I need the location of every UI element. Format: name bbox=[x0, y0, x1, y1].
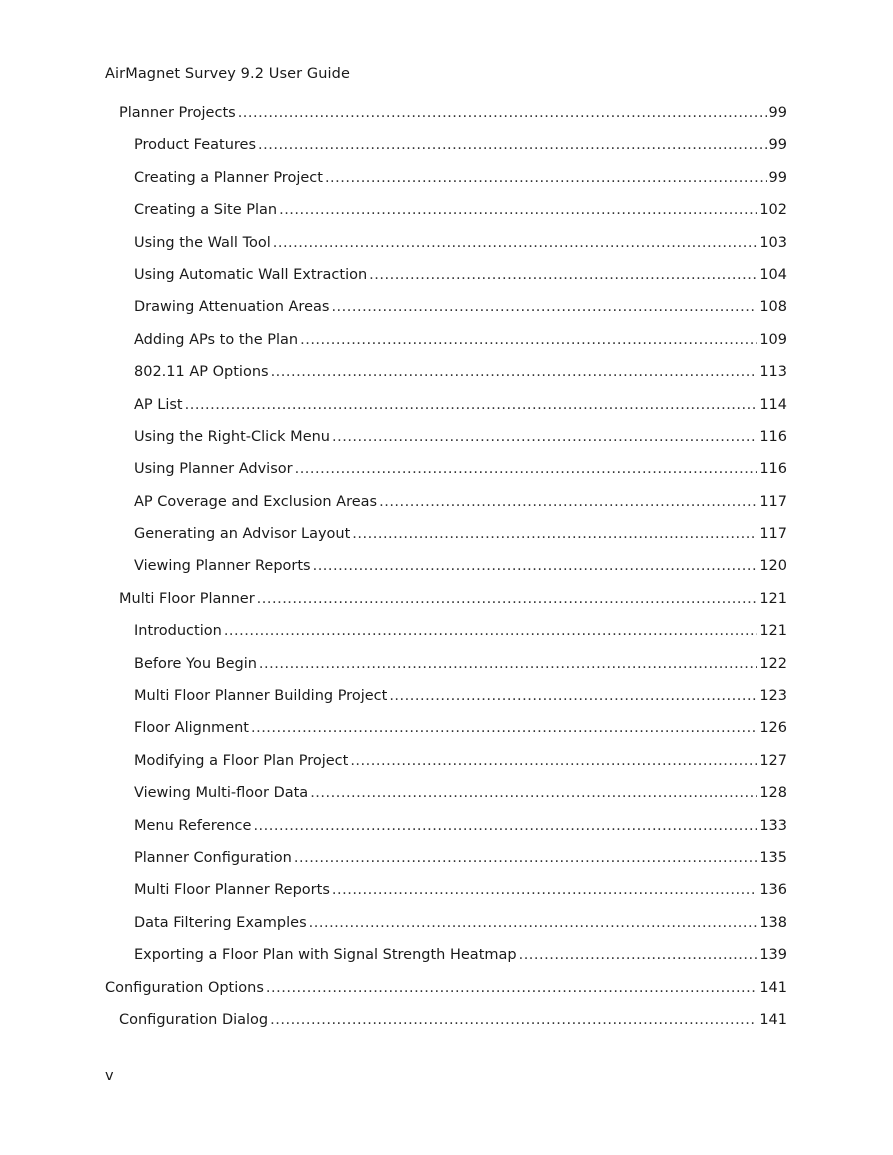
toc-entry-page: 122 bbox=[759, 655, 787, 672]
toc-entry-page: 103 bbox=[759, 234, 787, 251]
toc-entry[interactable] bbox=[105, 194, 787, 226]
toc-entry-title: Using the Right-Click Menu bbox=[134, 428, 330, 445]
toc-dot-leader bbox=[257, 583, 758, 615]
toc-entry[interactable] bbox=[105, 421, 787, 453]
toc-entry-title: Viewing Multi-floor Data bbox=[134, 785, 309, 802]
toc-entry-page: 121 bbox=[759, 623, 787, 640]
toc-entry[interactable] bbox=[105, 129, 787, 161]
toc-entry[interactable] bbox=[105, 227, 787, 259]
toc-entry-title: Creating a Site Plan bbox=[134, 202, 278, 219]
toc-entry-page: 128 bbox=[759, 785, 787, 802]
toc-dot-leader bbox=[313, 550, 758, 582]
toc-dot-leader bbox=[224, 615, 758, 647]
toc-entry-page: 141 bbox=[759, 1011, 787, 1028]
toc-entry-title: Configuration Dialog bbox=[119, 1011, 269, 1028]
toc-entry-title: Generating an Advisor Layout bbox=[134, 526, 351, 543]
toc-entry-page: 117 bbox=[759, 526, 787, 543]
toc-entry-page: 116 bbox=[759, 428, 787, 445]
toc-entry[interactable] bbox=[105, 745, 787, 777]
toc-entry-title: Configuration Options bbox=[105, 979, 264, 996]
toc-entry-title: Using Planner Advisor bbox=[134, 461, 293, 478]
toc-entry[interactable] bbox=[105, 777, 787, 809]
toc-entry-title: Modifying a Floor Plan Project bbox=[134, 752, 349, 769]
toc-entry-page: 102 bbox=[759, 202, 787, 219]
toc-entry-title: Exporting a Floor Plan with Signal Strength Heatmap bbox=[134, 947, 517, 964]
toc-dot-leader bbox=[253, 810, 757, 842]
toc-entry-page: 135 bbox=[759, 849, 787, 866]
toc-entry[interactable] bbox=[105, 615, 787, 647]
toc-entry-page: 99 bbox=[768, 169, 787, 186]
toc-entry-page: 138 bbox=[759, 914, 787, 931]
toc-entry-page: 141 bbox=[759, 979, 787, 996]
toc-entry-title: Before You Begin bbox=[134, 655, 257, 672]
toc-entry-page: 117 bbox=[759, 493, 787, 510]
toc-entry-title: Using the Wall Tool bbox=[134, 234, 271, 251]
toc-entry-title: Product Features bbox=[134, 137, 257, 154]
toc-entry[interactable] bbox=[105, 583, 787, 615]
toc-dot-leader bbox=[310, 777, 757, 809]
toc-entry-page: 104 bbox=[759, 266, 787, 283]
toc-dot-leader bbox=[350, 745, 757, 777]
toc-entry-title: Menu Reference bbox=[134, 817, 252, 834]
toc-dot-leader bbox=[279, 194, 757, 226]
toc-dot-leader bbox=[266, 972, 757, 1004]
toc-entry-title: Drawing Attenuation Areas bbox=[134, 299, 330, 316]
toc-entry-page: 114 bbox=[759, 396, 787, 413]
toc-entry[interactable] bbox=[105, 939, 787, 971]
running-header: AirMagnet Survey 9.2 User Guide bbox=[105, 66, 350, 82]
toc-dot-leader bbox=[519, 939, 758, 971]
toc-entry-title: Creating a Planner Project bbox=[134, 169, 323, 186]
toc-entry-page: 113 bbox=[759, 364, 787, 381]
toc-entry[interactable] bbox=[105, 648, 787, 680]
toc-dot-leader bbox=[352, 518, 757, 550]
toc-entry-page: 139 bbox=[759, 947, 787, 964]
toc-dot-leader bbox=[325, 162, 767, 194]
toc-entry[interactable] bbox=[105, 356, 787, 388]
toc-dot-leader bbox=[300, 324, 757, 356]
toc-entry-page: 99 bbox=[768, 105, 787, 121]
toc-entry[interactable] bbox=[105, 972, 787, 1004]
toc-entry[interactable] bbox=[105, 550, 787, 582]
toc-entry-title: Floor Alignment bbox=[134, 720, 249, 737]
toc-entry-title: Multi Floor Planner bbox=[119, 590, 255, 607]
toc-dot-leader bbox=[238, 97, 767, 129]
toc-entry-page: 120 bbox=[759, 558, 787, 575]
table-of-contents bbox=[105, 97, 787, 1036]
toc-entry-page: 99 bbox=[768, 137, 787, 154]
toc-entry-title: Planner Configuration bbox=[134, 849, 292, 866]
toc-dot-leader bbox=[273, 227, 758, 259]
toc-entry-title: Using Automatic Wall Extraction bbox=[134, 266, 368, 283]
toc-entry-title: Adding APs to the Plan bbox=[134, 331, 299, 348]
toc-entry[interactable] bbox=[105, 291, 787, 323]
toc-entry-title: AP List bbox=[134, 396, 183, 413]
toc-entry[interactable] bbox=[105, 453, 787, 485]
toc-dot-leader bbox=[251, 712, 757, 744]
toc-entry-title: Data Filtering Examples bbox=[134, 914, 307, 931]
toc-dot-leader bbox=[295, 453, 758, 485]
toc-entry[interactable] bbox=[105, 1004, 787, 1036]
toc-entry[interactable] bbox=[105, 259, 787, 291]
toc-dot-leader bbox=[294, 842, 757, 874]
toc-entry-title: Planner Projects bbox=[119, 105, 236, 121]
toc-entry[interactable] bbox=[105, 324, 787, 356]
toc-entry[interactable] bbox=[105, 97, 787, 129]
toc-entry-page: 136 bbox=[759, 882, 787, 899]
toc-entry-title: Introduction bbox=[134, 623, 222, 640]
toc-entry-title: Multi Floor Planner Building Project bbox=[134, 688, 388, 705]
toc-entry-page: 121 bbox=[759, 590, 787, 607]
toc-entry-page: 133 bbox=[759, 817, 787, 834]
toc-dot-leader bbox=[185, 389, 758, 421]
toc-entry-title: Viewing Planner Reports bbox=[134, 558, 311, 575]
toc-entry[interactable] bbox=[105, 842, 787, 874]
toc-entry-title: Multi Floor Planner Reports bbox=[134, 882, 330, 899]
toc-entry[interactable] bbox=[105, 486, 787, 518]
toc-entry-page: 123 bbox=[759, 688, 787, 705]
toc-dot-leader bbox=[270, 1004, 757, 1036]
toc-entry-page: 109 bbox=[759, 331, 787, 348]
toc-dot-leader bbox=[332, 874, 757, 906]
toc-entry-page: 127 bbox=[759, 752, 787, 769]
toc-entry[interactable] bbox=[105, 389, 787, 421]
toc-entry[interactable] bbox=[105, 518, 787, 550]
toc-entry-page: 116 bbox=[759, 461, 787, 478]
toc-dot-leader bbox=[259, 648, 757, 680]
toc-entry-title: AP Coverage and Exclusion Areas bbox=[134, 493, 378, 510]
toc-entry[interactable] bbox=[105, 874, 787, 906]
toc-entry[interactable] bbox=[105, 712, 787, 744]
toc-dot-leader bbox=[309, 907, 758, 939]
toc-dot-leader bbox=[258, 129, 767, 161]
toc-entry[interactable] bbox=[105, 907, 787, 939]
toc-dot-leader bbox=[331, 291, 757, 323]
toc-dot-leader bbox=[332, 421, 757, 453]
toc-entry-title: 802.11 AP Options bbox=[134, 364, 269, 381]
toc-dot-leader bbox=[369, 259, 757, 291]
page-number: v bbox=[105, 1068, 114, 1084]
toc-entry[interactable] bbox=[105, 680, 787, 712]
toc-entry-page: 126 bbox=[759, 720, 787, 737]
toc-entry-page: 108 bbox=[759, 299, 787, 316]
toc-dot-leader bbox=[271, 356, 758, 388]
toc-dot-leader bbox=[379, 486, 757, 518]
toc-dot-leader bbox=[389, 680, 757, 712]
toc-entry[interactable] bbox=[105, 810, 787, 842]
toc-entry[interactable] bbox=[105, 162, 787, 194]
